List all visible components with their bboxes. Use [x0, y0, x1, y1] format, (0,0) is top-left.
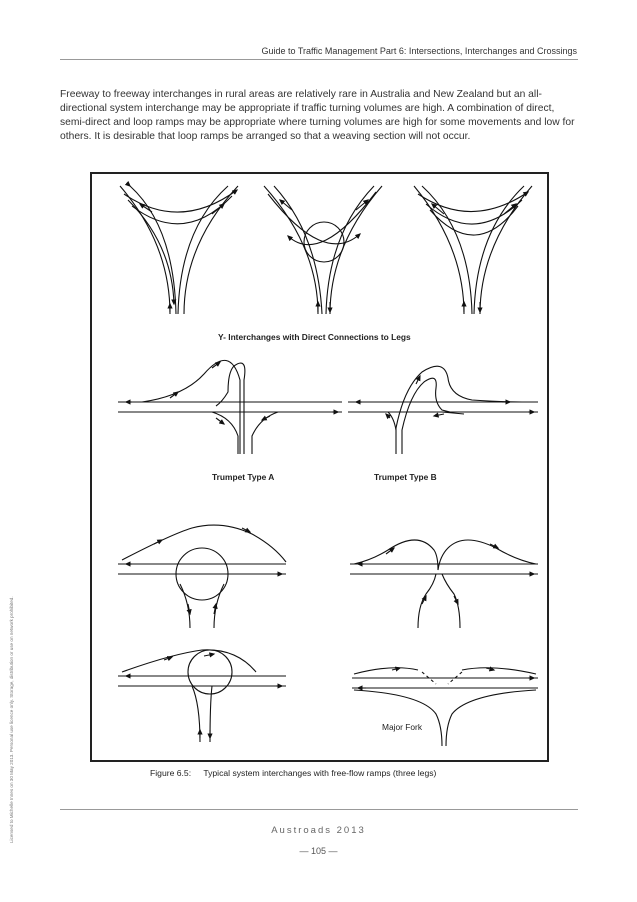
interchange-row4-left [118, 650, 286, 742]
label-trumpet-type-a: Trumpet Type A [212, 472, 275, 482]
interchange-row3-left [118, 525, 286, 628]
label-major-fork: Major Fork [382, 722, 423, 732]
figure-caption-text: Typical system interchanges with free-flow ramps (three legs) [203, 768, 437, 778]
major-fork [352, 668, 538, 746]
figure-caption-number: Figure 6.5: [150, 768, 192, 778]
label-y-interchanges: Y- Interchanges with Direct Connections to Legs [218, 332, 411, 342]
header-divider [60, 59, 578, 60]
interchange-row3-right [350, 540, 538, 628]
figure-diagram [90, 172, 549, 762]
trumpet-type-a [118, 360, 342, 454]
intro-paragraph: Freeway to freeway interchanges in rural areas are relatively rare in Australia and New Zealand but an all-directional system interchange may be appropriate if traffic turning volumes are high. A combination of direct, semi-direct and loop ramps may be appropriate where turning volumes are high for some movements and low for others. It is desirable that loop ramps be arranged so that a weaving section will not occur. [60, 89, 575, 142]
label-trumpet-type-b: Trumpet Type B [374, 472, 437, 482]
interchange-drawings [92, 174, 547, 760]
y-interchange-2 [264, 186, 382, 314]
trumpet-type-b [348, 366, 538, 454]
footer-publisher: Austroads 2013 [271, 825, 366, 836]
figure-caption [150, 768, 436, 778]
page-number: — 105 — [299, 846, 338, 856]
y-interchange-1 [120, 186, 238, 314]
running-header: Guide to Traffic Management Part 6: Intersections, Interchanges and Crossings [261, 46, 577, 56]
y-interchange-3 [414, 186, 532, 314]
licence-watermark: Licensed to Michelle Innes on 30 May 2013. Personal use licence only. Storage, distribution or use on network prohibited. [9, 596, 14, 843]
footer-divider [60, 809, 578, 810]
